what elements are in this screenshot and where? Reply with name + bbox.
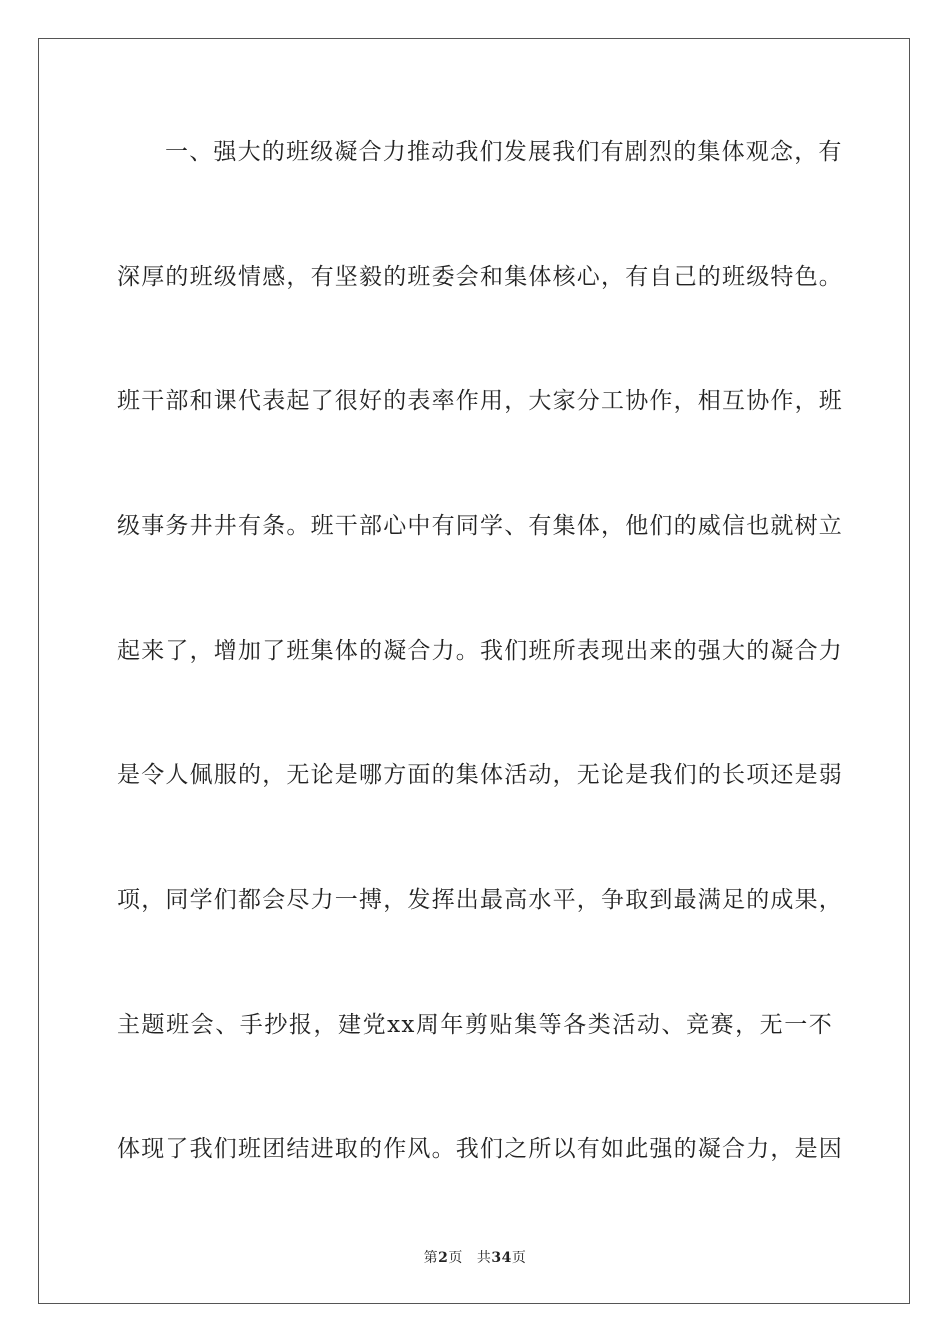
total-pages: 34 — [491, 1250, 512, 1266]
page-suffix: 页 — [448, 1250, 463, 1266]
total-prefix: 共 — [476, 1250, 492, 1266]
total-suffix: 页 — [511, 1250, 527, 1266]
paragraph-line-6: 是令人佩服的，无论是哪方面的集体活动，无论是我们的长项还是弱 — [117, 762, 843, 788]
paragraph-line-5: 起来了，增加了班集体的凝合力。我们班所表现出来的强大的凝合力 — [117, 638, 843, 664]
page-prefix: 第 — [423, 1250, 439, 1266]
paragraph-line-7: 项，同学们都会尽力一搏，发挥出最高水平，争取到最满足的成果， — [117, 887, 843, 913]
paragraph-line-3: 班干部和课代表起了很好的表率作用，大家分工协作，相互协作，班 — [117, 388, 843, 414]
paragraph-line-8: 主题班会、手抄报，建党xx周年剪贴集等各类活动、竞赛，无一不 — [117, 1012, 833, 1038]
page-footer — [0, 1247, 950, 1267]
paragraph-line-2: 深厚的班级情感，有坚毅的班委会和集体核心，有自己的班级特色。 — [117, 264, 843, 290]
paragraph-line-4: 级事务井井有条。班干部心中有同学、有集体，他们的威信也就树立 — [117, 513, 843, 539]
page-frame — [38, 38, 910, 1304]
paragraph-line-9: 体现了我们班团结进取的作风。我们之所以有如此强的凝合力，是因 — [117, 1136, 843, 1162]
page-number: 2 — [438, 1250, 449, 1266]
paragraph-line-1: 一、强大的班级凝合力推动我们发展我们有剧烈的集体观念，有 — [165, 139, 843, 165]
